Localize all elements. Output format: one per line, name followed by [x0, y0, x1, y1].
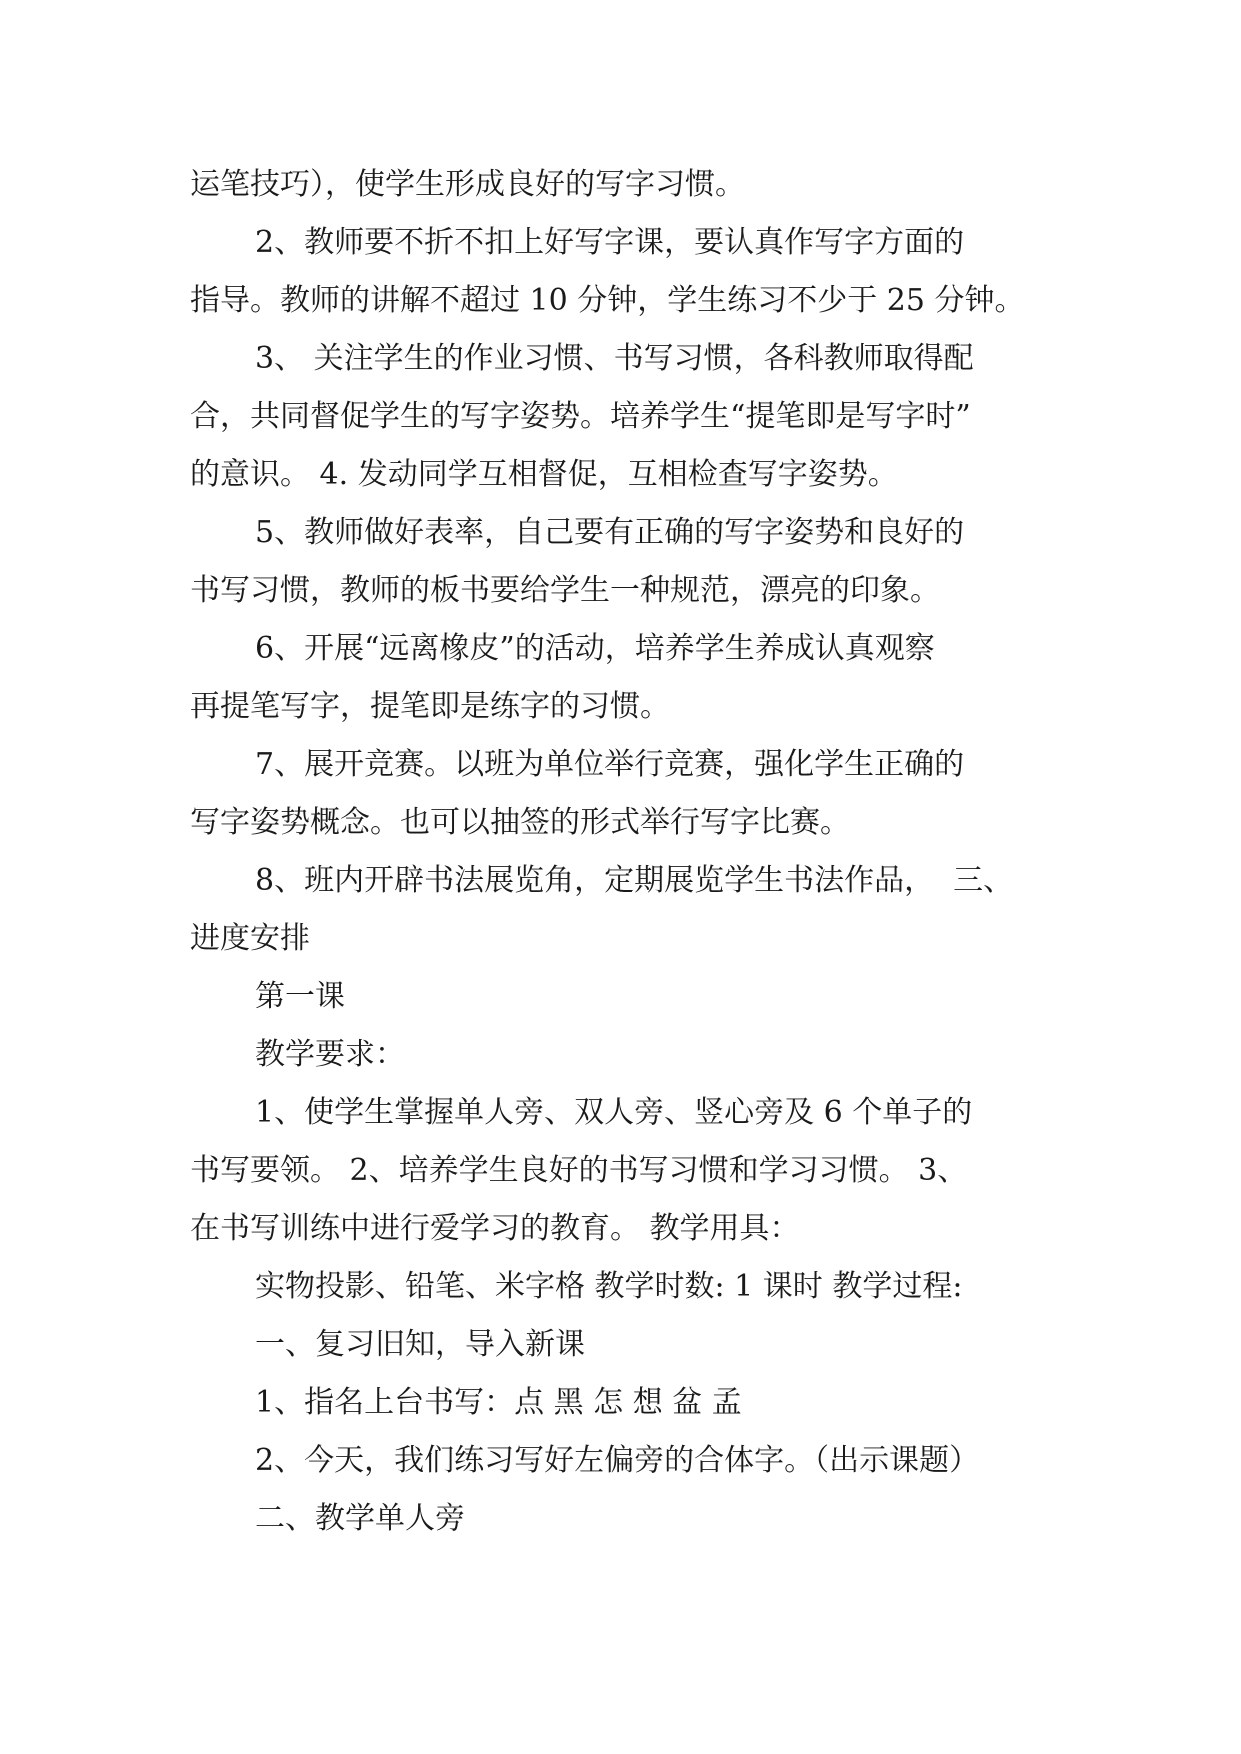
paragraph-line: 6、开展“远离橡皮”的活动，培养学生养成认真观察 [255, 631, 935, 666]
paragraph-line: 再提笔写字，提笔即是练字的习惯。 [190, 689, 670, 724]
paragraph-line: 7、展开竞赛。以班为单位举行竞赛，强化学生正确的 [255, 747, 965, 782]
lesson-title: 第一课 [255, 979, 345, 1014]
subheading: 一、复习旧知，导入新课 [255, 1327, 585, 1362]
paragraph-line: 3、 关注学生的作业习惯、书写习惯，各科教师取得配 [255, 341, 974, 376]
paragraph-line: 写字姿势概念。也可以抽签的形式举行写字比赛。 [190, 805, 850, 840]
paragraph-line: 的意识。 4. 发动同学互相督促，互相检查写字姿势。 [190, 457, 898, 492]
paragraph-line: 1、指名上台书写：点 黑 怎 想 盆 孟 [255, 1385, 742, 1420]
paragraph-line: 书写习惯，教师的板书要给学生一种规范，漂亮的印象。 [190, 573, 940, 608]
subheading: 二、教学单人旁 [255, 1501, 465, 1536]
paragraph-line: 在书写训练中进行爱学习的教育。 教学用具： [190, 1211, 800, 1246]
paragraph-line: 8、班内开辟书法展览角，定期展览学生书法作品， 三、 [255, 863, 1014, 898]
subheading: 教学要求： [255, 1037, 405, 1072]
paragraph-line: 合，共同督促学生的写字姿势。培养学生“提笔即是写字时” [190, 399, 971, 434]
paragraph-line: 2、教师要不折不扣上好写字课，要认真作写字方面的 [255, 225, 965, 260]
paragraph-line: 书写要领。 2、培养学生良好的书写习惯和学习习惯。 3、 [190, 1153, 968, 1188]
paragraph-line: 1、使学生掌握单人旁、双人旁、竖心旁及 6 个单子的 [255, 1095, 973, 1130]
paragraph-line: 指导。教师的讲解不超过 10 分钟，学生练习不少于 25 分钟。 [190, 283, 1025, 318]
paragraph-line: 5、教师做好表率，自己要有正确的写字姿势和良好的 [255, 515, 965, 550]
section-heading: 进度安排 [190, 921, 310, 956]
paragraph-line: 运笔技巧），使学生形成良好的写字习惯。 [190, 167, 745, 202]
paragraph-line: 实物投影、铅笔、米字格 教学时数: 1 课时 教学过程: [255, 1269, 963, 1304]
paragraph-line: 2、今天，我们练习写好左偏旁的合体字。（出示课题） [255, 1443, 980, 1478]
